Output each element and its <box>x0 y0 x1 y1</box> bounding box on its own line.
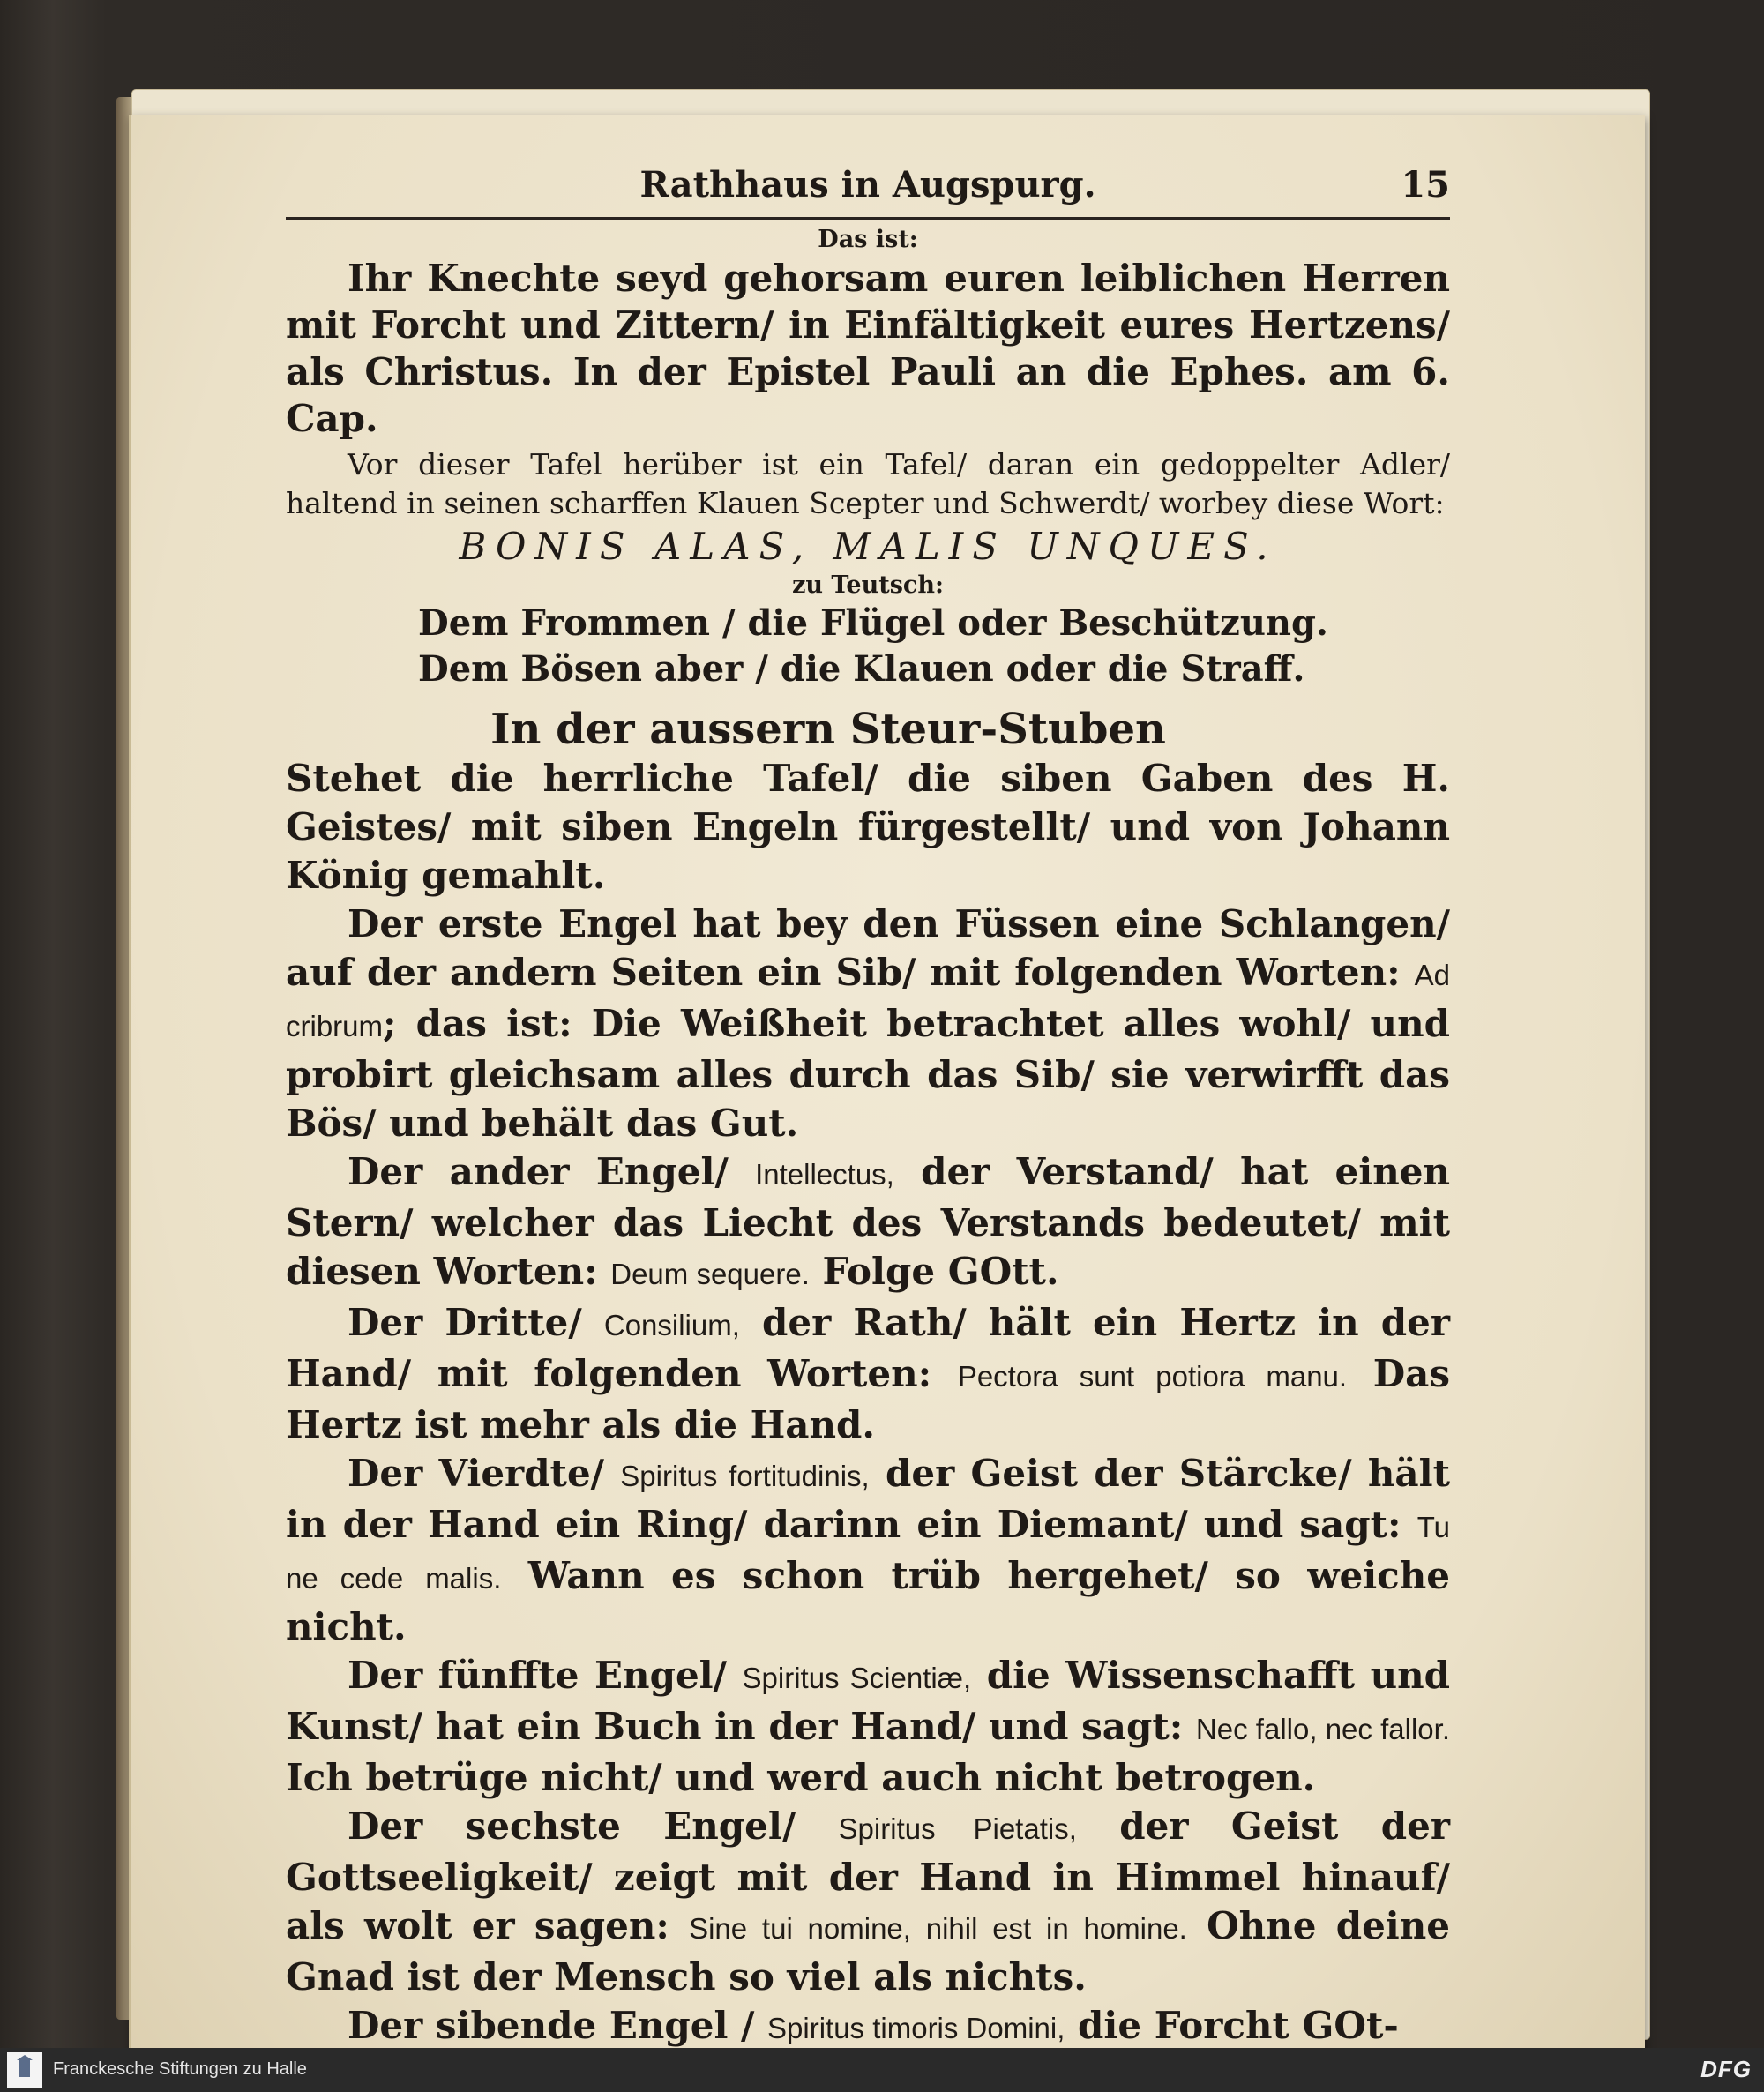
angel-2-rest: Folge GOtt. <box>822 1250 1059 1293</box>
viewer-footer <box>0 2048 1764 2092</box>
angel-1-lead: Der erste Engel hat bey den Füssen eine Schlangen/ auf der andern Seiten ein Sib/ mit folgenden Worten: <box>286 902 1450 994</box>
angel-7-lead: Der sibende Engel / <box>348 2004 755 2047</box>
angel-3-lead: Der Dritte/ <box>348 1301 582 1344</box>
logo-building-icon <box>19 2059 30 2077</box>
angel-3-mid: der Rath/ hält ein Hertz in der Hand/ mit folgenden Worten: <box>286 1301 1451 1395</box>
angel-3-latin-quote: Pectora sunt potiora manu. <box>957 1360 1348 1393</box>
verse-line-1: Dem Frommen / die Flügel oder Beschützung. <box>418 602 1328 644</box>
page-text-block <box>286 164 1450 2092</box>
angel-4-mid: der Geist der Stärcke/ hält in der Hand ein Ring/ darinn ein Diemant/ und sagt: <box>286 1452 1450 1546</box>
angel-3-latin: Consilium, <box>603 1309 740 1341</box>
angel-3-rest: Das Hertz ist mehr als die Hand. <box>286 1352 1450 1446</box>
angel-4-paragraph <box>286 1449 1450 1651</box>
dfg-logo[interactable]: DFG <box>1700 2056 1752 2082</box>
passage2-text: Vor dieser Tafel herüber ist ein Tafel/ daran ein gedoppelter Adler/ haltend in seinen scharffen Klauen Scepter und Schwerdt/ worbey diese Wort: <box>286 447 1450 520</box>
angel-2-mid: der Verstand/ hat einen Stern/ welcher das Liecht des Verstands bedeutet/ mit diesen Worten: <box>286 1150 1450 1293</box>
angel-7-latin: Spiritus timoris Domini, <box>767 2012 1065 2044</box>
running-header <box>286 164 1450 210</box>
angel-6-latin: Spiritus Pietatis, <box>838 1812 1077 1845</box>
angel-5-paragraph <box>286 1651 1450 1802</box>
scanned-page <box>129 115 1645 2055</box>
passage1-label: Das ist: <box>818 226 918 253</box>
angel-3-paragraph <box>286 1298 1450 1449</box>
angel-5-latin-quote: Nec fallo, nec fallor. <box>1195 1713 1450 1745</box>
latin-motto: BONIS ALAS, MALIS UNQUES. <box>459 525 1277 568</box>
angel-7-paragraph <box>286 2001 1450 2052</box>
translation-label: zu Teutsch: <box>792 572 944 599</box>
angel-5-rest: Ich betrüge nicht/ und werd auch nicht betrogen. <box>286 1756 1316 1799</box>
angel-6-mid: der Geist der Gottseeligkeit/ zeigt mit der Hand in Himmel hinauf/ als wolt er sagen: <box>286 1804 1451 1947</box>
angel-4-latin: Spiritus fortitudinis, <box>620 1460 870 1492</box>
angel-2-paragraph <box>286 1147 1450 1298</box>
angel-2-lead: Der ander Engel/ <box>348 1150 729 1193</box>
section-intro: Stehet die herrliche Tafel/ die siben Gaben des H. Geistes/ mit siben Engeln fürgestellt/ und von Johann König gemahlt. <box>286 757 1450 897</box>
angel-2-latin-quote: Deum sequere. <box>610 1258 810 1290</box>
angel-4-lead: Der Vierdte/ <box>348 1452 605 1495</box>
angel-5-lead: Der fünffte Engel/ <box>348 1654 727 1697</box>
institution-name[interactable]: Franckesche Stiftungen zu Halle <box>53 2059 307 2079</box>
angel-1-paragraph <box>286 900 1450 1147</box>
institution-logo[interactable] <box>7 2052 42 2088</box>
angel-6-rest: Ohne deine Gnad ist der Mensch so viel als nichts. <box>286 1904 1451 1999</box>
angel-6-paragraph <box>286 1802 1450 2001</box>
verse-line-2: Dem Bösen aber / die Klauen oder die Straff. <box>418 648 1305 690</box>
section-heading: In der aussern Steur-Stuben <box>490 705 1166 754</box>
angel-1-latin: Ad cribrum <box>286 959 1451 1042</box>
angel-6-lead: Der sechste Engel/ <box>348 1804 796 1848</box>
angel-7-rest: die Forcht GOt- <box>1078 2004 1399 2047</box>
angel-4-latin-quote: Tu ne cede malis. <box>286 1511 1450 1595</box>
angel-6-latin-quote: Sine tui nomine, nihil est in homine. <box>689 1912 1187 1945</box>
page-number: 15 <box>1401 164 1450 205</box>
angel-2-latin: Intellectus, <box>755 1158 894 1191</box>
header-rule <box>286 217 1450 220</box>
angel-5-latin: Spiritus Scientiæ, <box>742 1662 972 1694</box>
running-title: Rathhaus in Augspurg. <box>639 164 1096 205</box>
passage1-text: Ihr Knechte seyd gehorsam euren leiblichen Herren mit Forcht und Zittern/ in Einfältigkeit eures Hertzens/ als Christus. In der Epistel Pauli an die Ephes. am 6. Cap. <box>286 257 1450 440</box>
angel-5-mid: die Wissenschafft und Kunst/ hat ein Buch in der Hand/ und sagt: <box>286 1654 1451 1748</box>
angel-4-rest: Wann es schon trüb hergehet/ so weiche nicht. <box>286 1554 1451 1648</box>
angel-1-rest: ; das ist: Die Weißheit betrachtet alles wohl/ und probirt gleichsam alles durch das Sib/ sie verwirfft das Bös/ und behält das Gut. <box>286 1002 1450 1145</box>
